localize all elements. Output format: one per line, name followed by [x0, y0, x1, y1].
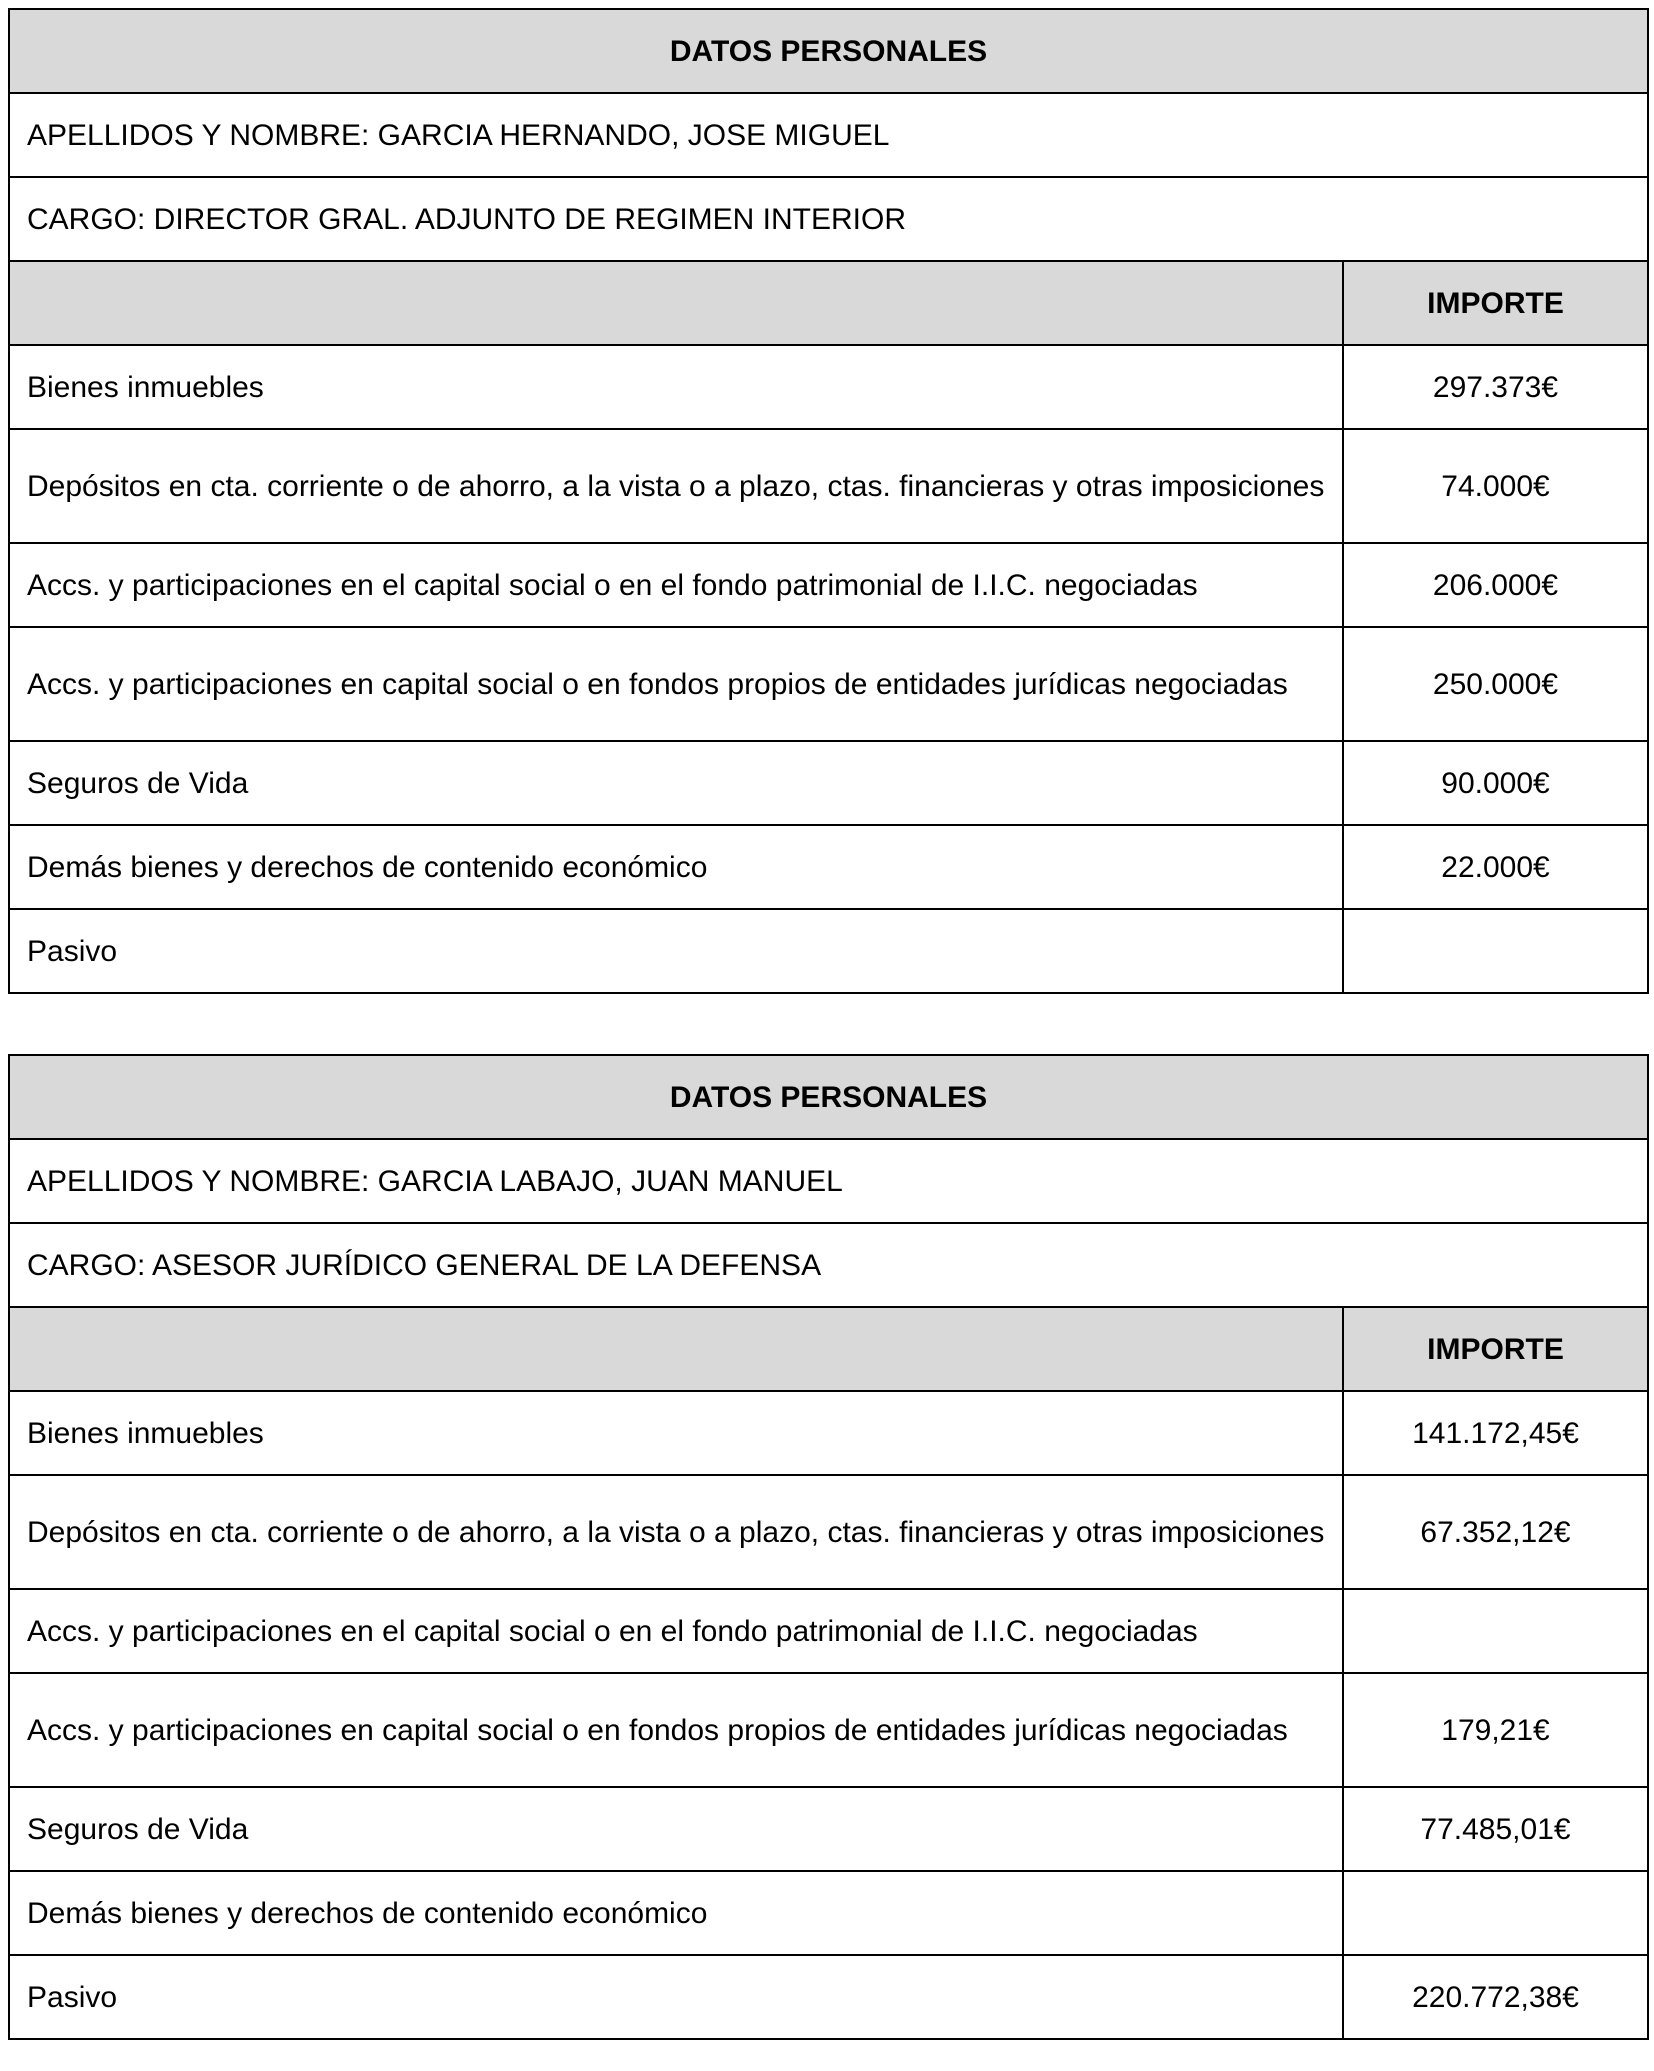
amount-cell — [1343, 1871, 1648, 1955]
name-line: APELLIDOS Y NOMBRE: GARCIA LABAJO, JUAN MANUEL — [9, 1139, 1648, 1223]
table-row — [9, 1589, 1648, 1673]
concept-cell: Pasivo — [9, 1955, 1343, 2039]
table-row — [9, 825, 1648, 909]
concept-cell: Pasivo — [9, 909, 1343, 993]
amount-cell: 297.373€ — [1343, 345, 1648, 429]
table-row — [9, 1871, 1648, 1955]
concept-cell: Depósitos en cta. corriente o de ahorro, a la vista o a plazo, ctas. financieras y otras imposiciones — [9, 429, 1343, 543]
amount-header: IMPORTE — [1343, 1307, 1648, 1391]
concept-cell: Accs. y participaciones en el capital social o en el fondo patrimonial de I.I.C. negociadas — [9, 543, 1343, 627]
cargo-line: CARGO: ASESOR JURÍDICO GENERAL DE LA DEFENSA — [9, 1223, 1648, 1307]
asset-declaration-table — [8, 1054, 1649, 2040]
amount-cell: 206.000€ — [1343, 543, 1648, 627]
table-row — [9, 1787, 1648, 1871]
table-row — [9, 1673, 1648, 1787]
amount-cell: 67.352,12€ — [1343, 1475, 1648, 1589]
table-row — [9, 741, 1648, 825]
amount-cell: 22.000€ — [1343, 825, 1648, 909]
table-row — [9, 543, 1648, 627]
name-line: APELLIDOS Y NOMBRE: GARCIA HERNANDO, JOSE MIGUEL — [9, 93, 1648, 177]
concept-cell: Demás bienes y derechos de contenido económico — [9, 825, 1343, 909]
amount-cell: 179,21€ — [1343, 1673, 1648, 1787]
amount-cell: 250.000€ — [1343, 627, 1648, 741]
amount-header: IMPORTE — [1343, 261, 1648, 345]
concept-cell: Bienes inmuebles — [9, 345, 1343, 429]
section-header: DATOS PERSONALES — [9, 9, 1648, 93]
table-row — [9, 1391, 1648, 1475]
concept-cell: Seguros de Vida — [9, 1787, 1343, 1871]
section-header: DATOS PERSONALES — [9, 1055, 1648, 1139]
concept-cell: Demás bienes y derechos de contenido económico — [9, 1871, 1343, 1955]
concept-header-cell — [9, 261, 1343, 345]
amount-cell: 90.000€ — [1343, 741, 1648, 825]
table-row — [9, 1955, 1648, 2039]
table-row — [9, 627, 1648, 741]
concept-cell: Accs. y participaciones en capital social o en fondos propios de entidades jurídicas negociadas — [9, 627, 1343, 741]
table-row — [9, 345, 1648, 429]
table-row — [9, 1475, 1648, 1589]
amount-cell — [1343, 909, 1648, 993]
amount-cell: 74.000€ — [1343, 429, 1648, 543]
concept-header-cell — [9, 1307, 1343, 1391]
concept-cell: Seguros de Vida — [9, 741, 1343, 825]
asset-declaration-table — [8, 8, 1649, 994]
amount-cell — [1343, 1589, 1648, 1673]
cargo-line: CARGO: DIRECTOR GRAL. ADJUNTO DE REGIMEN INTERIOR — [9, 177, 1648, 261]
concept-cell: Accs. y participaciones en capital social o en fondos propios de entidades jurídicas negociadas — [9, 1673, 1343, 1787]
amount-cell: 220.772,38€ — [1343, 1955, 1648, 2039]
concept-cell: Accs. y participaciones en el capital social o en el fondo patrimonial de I.I.C. negociadas — [9, 1589, 1343, 1673]
table-row — [9, 429, 1648, 543]
table-row — [9, 909, 1648, 993]
concept-cell: Depósitos en cta. corriente o de ahorro, a la vista o a plazo, ctas. financieras y otras imposiciones — [9, 1475, 1343, 1589]
amount-cell: 77.485,01€ — [1343, 1787, 1648, 1871]
amount-cell: 141.172,45€ — [1343, 1391, 1648, 1475]
concept-cell: Bienes inmuebles — [9, 1391, 1343, 1475]
